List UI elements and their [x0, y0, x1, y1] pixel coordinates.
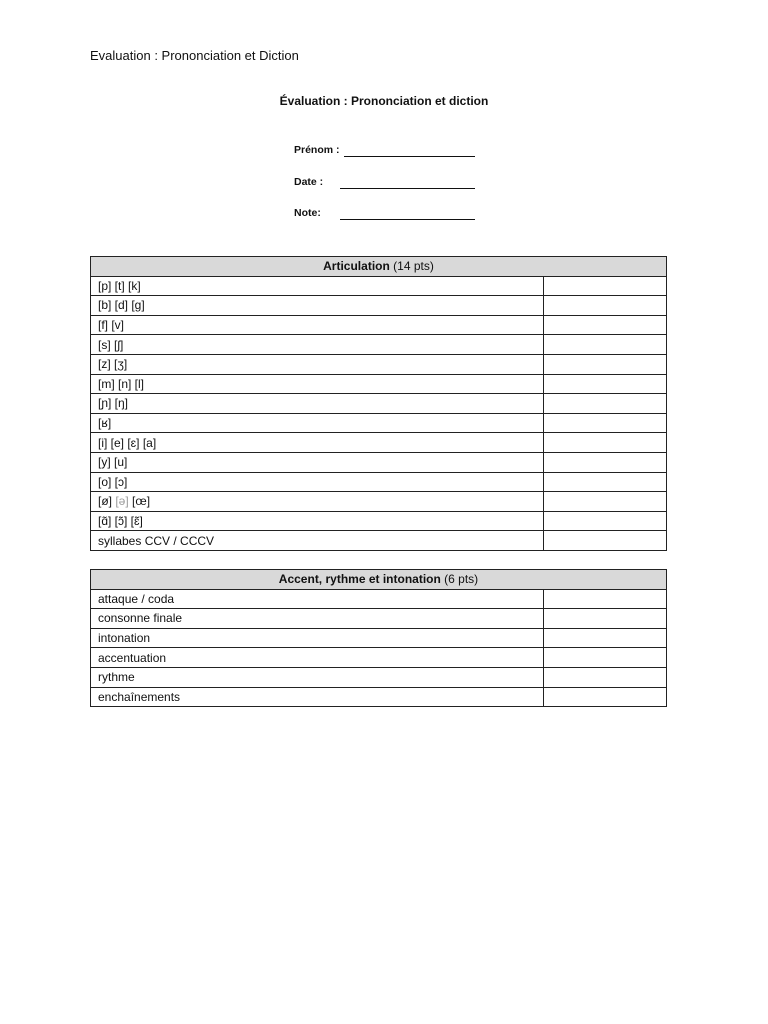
score-cell[interactable]	[544, 472, 667, 492]
table-row	[91, 687, 667, 707]
criterion-label: [o] [ɔ]	[91, 472, 544, 492]
criterion-label: consonne finale	[91, 609, 544, 629]
date-field[interactable]	[294, 176, 323, 188]
score-cell[interactable]	[544, 296, 667, 316]
table-row	[91, 472, 667, 492]
articulation-table	[90, 256, 667, 551]
criterion-label-part: [œ]	[132, 494, 151, 509]
table-row	[91, 276, 667, 296]
articulation-heading: Articulation	[323, 259, 390, 274]
score-cell[interactable]	[544, 374, 667, 394]
accent-points: (6 pts)	[444, 572, 479, 587]
criterion-label: [z] [ʒ]	[91, 354, 544, 374]
note-line[interactable]	[340, 219, 475, 220]
score-cell[interactable]	[544, 413, 667, 433]
criterion-label: [f] [v]	[91, 315, 544, 335]
date-label: Date :	[294, 176, 324, 188]
criterion-label: syllabes CCV / CCCV	[91, 531, 544, 551]
criterion-label: [ɑ̃] [ɔ̃] [ɛ̃]	[91, 511, 544, 531]
table-row	[91, 511, 667, 531]
criterion-label: intonation	[91, 628, 544, 648]
score-cell[interactable]	[544, 511, 667, 531]
prenom-line[interactable]	[344, 156, 475, 157]
criterion-label-grey: [ə]	[115, 494, 129, 509]
score-cell[interactable]	[544, 667, 667, 687]
note-label: Note:	[294, 207, 321, 219]
criterion-label: [p] [t] [k]	[91, 276, 544, 296]
score-cell[interactable]	[544, 589, 667, 609]
table-row	[91, 433, 667, 453]
criterion-label	[91, 492, 544, 512]
table-row	[91, 335, 667, 355]
criterion-label: [ʁ]	[91, 413, 544, 433]
criterion-label: [i] [e] [ɛ] [a]	[91, 433, 544, 453]
score-cell[interactable]	[544, 687, 667, 707]
score-cell[interactable]	[544, 452, 667, 472]
prenom-field[interactable]	[294, 144, 340, 156]
score-cell[interactable]	[544, 492, 667, 512]
table-row	[91, 452, 667, 472]
accent-heading: Accent, rythme et intonation	[278, 572, 441, 587]
table-row	[91, 648, 667, 668]
accent-header	[91, 570, 667, 590]
table-row	[91, 609, 667, 629]
criterion-label: accentuation	[91, 648, 544, 668]
score-cell[interactable]	[544, 276, 667, 296]
articulation-points: (14 pts)	[393, 259, 434, 274]
score-cell[interactable]	[544, 531, 667, 551]
score-cell[interactable]	[544, 335, 667, 355]
table-row	[91, 413, 667, 433]
table-row	[91, 394, 667, 414]
table-row	[91, 374, 667, 394]
note-field[interactable]	[294, 207, 321, 219]
table-row	[91, 492, 667, 512]
accent-table	[90, 569, 667, 707]
table-row	[91, 354, 667, 374]
criterion-label: enchaînements	[91, 687, 544, 707]
prenom-label: Prénom :	[294, 144, 340, 156]
table-row	[91, 667, 667, 687]
criterion-label: [y] [u]	[91, 452, 544, 472]
document-title: Évaluation : Prononciation et diction	[279, 94, 489, 108]
score-cell[interactable]	[544, 609, 667, 629]
score-cell[interactable]	[544, 628, 667, 648]
criterion-label-part: [ø]	[98, 494, 112, 509]
criterion-label: rythme	[91, 667, 544, 687]
score-cell[interactable]	[544, 394, 667, 414]
articulation-header	[91, 257, 667, 277]
criterion-label: [s] [ʃ]	[91, 335, 544, 355]
page-header: Evaluation : Prononciation et Diction	[90, 48, 299, 63]
date-line[interactable]	[340, 188, 475, 189]
criterion-label: [m] [n] [l]	[91, 374, 544, 394]
table-row	[91, 628, 667, 648]
score-cell[interactable]	[544, 354, 667, 374]
table-row	[91, 296, 667, 316]
score-cell[interactable]	[544, 433, 667, 453]
score-cell[interactable]	[544, 315, 667, 335]
criterion-label: [ɲ] [ŋ]	[91, 394, 544, 414]
table-row	[91, 315, 667, 335]
score-cell[interactable]	[544, 648, 667, 668]
table-row	[91, 589, 667, 609]
criterion-label: attaque / coda	[91, 589, 544, 609]
criterion-label: [b] [d] [g]	[91, 296, 544, 316]
table-row	[91, 531, 667, 551]
